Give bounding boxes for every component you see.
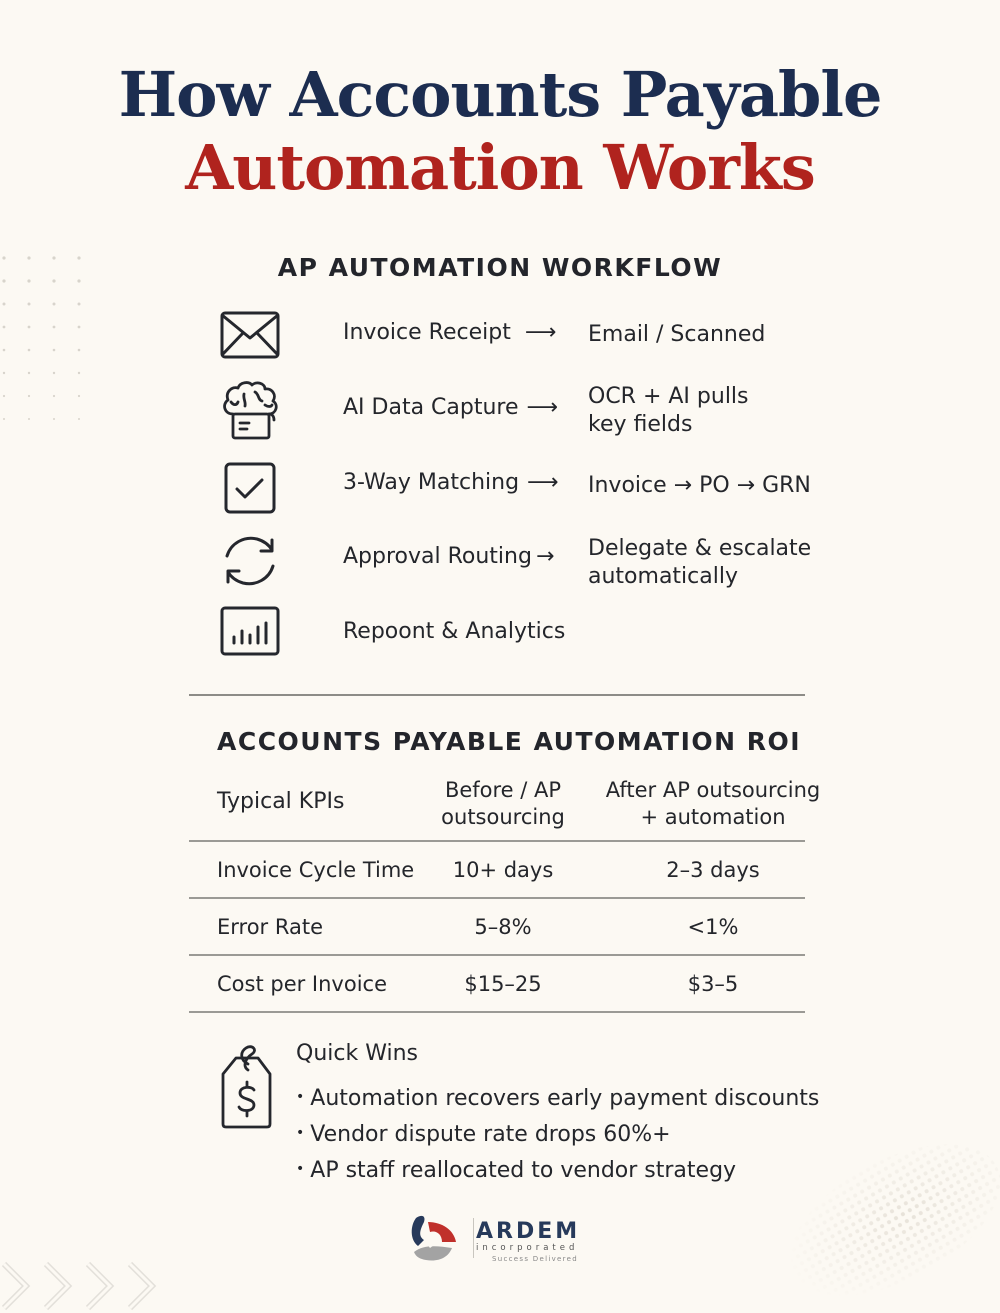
table-header-row: Typical KPIs Before / AP outsourcing After AP outsourcing + automation [189,775,805,842]
kpi-name: Error Rate [217,915,324,939]
section-divider [189,694,805,696]
chevron-decoration [0,1260,170,1312]
logo-mark-icon [408,1212,460,1264]
step-label: 3-Way Matching [343,470,520,495]
workflow-step-invoice-receipt [343,320,556,345]
envelope-icon [219,305,281,367]
refresh-cycle-icon [219,530,281,592]
logo-tagline: Success Delivered [492,1255,579,1263]
title-line-2: Automation Works [185,131,815,204]
list-item: • Vendor dispute rate drops 60%+ [296,1122,671,1147]
roi-heading: ACCOUNTS PAYABLE AUTOMATION ROI [217,727,802,756]
price-tag-dollar-icon [218,1040,274,1130]
checkbox-icon [222,460,278,516]
step-label: AI Data Capture [343,395,519,420]
title-line-1: How Accounts Payable [118,58,882,131]
brain-document-icon [219,380,281,442]
table-row: Invoice Cycle Time 10+ days 2–3 days [189,842,805,899]
logo-subtitle: incorporated [476,1243,579,1253]
list-item: • Automation recovers early payment discounts [296,1086,820,1111]
bar-chart-icon [219,605,281,657]
logo-separator [473,1218,474,1258]
roi-table [189,775,821,1013]
step-detail: Invoice → PO → GRN [588,473,811,498]
arrow-right-icon: ⟶ [524,320,557,345]
kpi-name: Invoice Cycle Time [217,858,415,882]
workflow-step-approval-routing [343,544,554,569]
kpi-name: Cost per Invoice [217,972,387,996]
quick-wins-list [296,1080,819,1188]
workflow-step-ai-data-capture [343,395,558,420]
step-label: Repoont & Analytics [343,619,566,644]
step-detail: Delegate & escalate automatically [588,536,812,589]
table-row: Error Rate 5–8% <1% [189,899,805,956]
arrow-right-icon: ⟶ [527,470,559,495]
arrow-right-icon: → [535,544,555,569]
quick-wins-title: Quick Wins [296,1041,418,1066]
step-detail: OCR + AI pulls key fields [588,384,749,437]
logo-name: ARDEM [476,1219,581,1244]
column-header-kpi: Typical KPIs [217,789,345,814]
workflow-heading: AP AUTOMATION WORKFLOW [277,253,723,282]
workflow-step-report-analytics [343,619,565,644]
list-item: • AP staff reallocated to vendor strategy [296,1158,737,1183]
step-detail: Email / Scanned [588,322,766,347]
table-row: Cost per Invoice $15–25 $3–5 [189,956,805,1013]
workflow-step-3-way-matching [343,470,559,495]
ardem-logo [408,1210,598,1266]
step-label: Invoice Receipt [343,320,511,345]
arrow-right-icon: ⟶ [526,395,559,420]
step-label: Approval Routing [343,544,532,569]
